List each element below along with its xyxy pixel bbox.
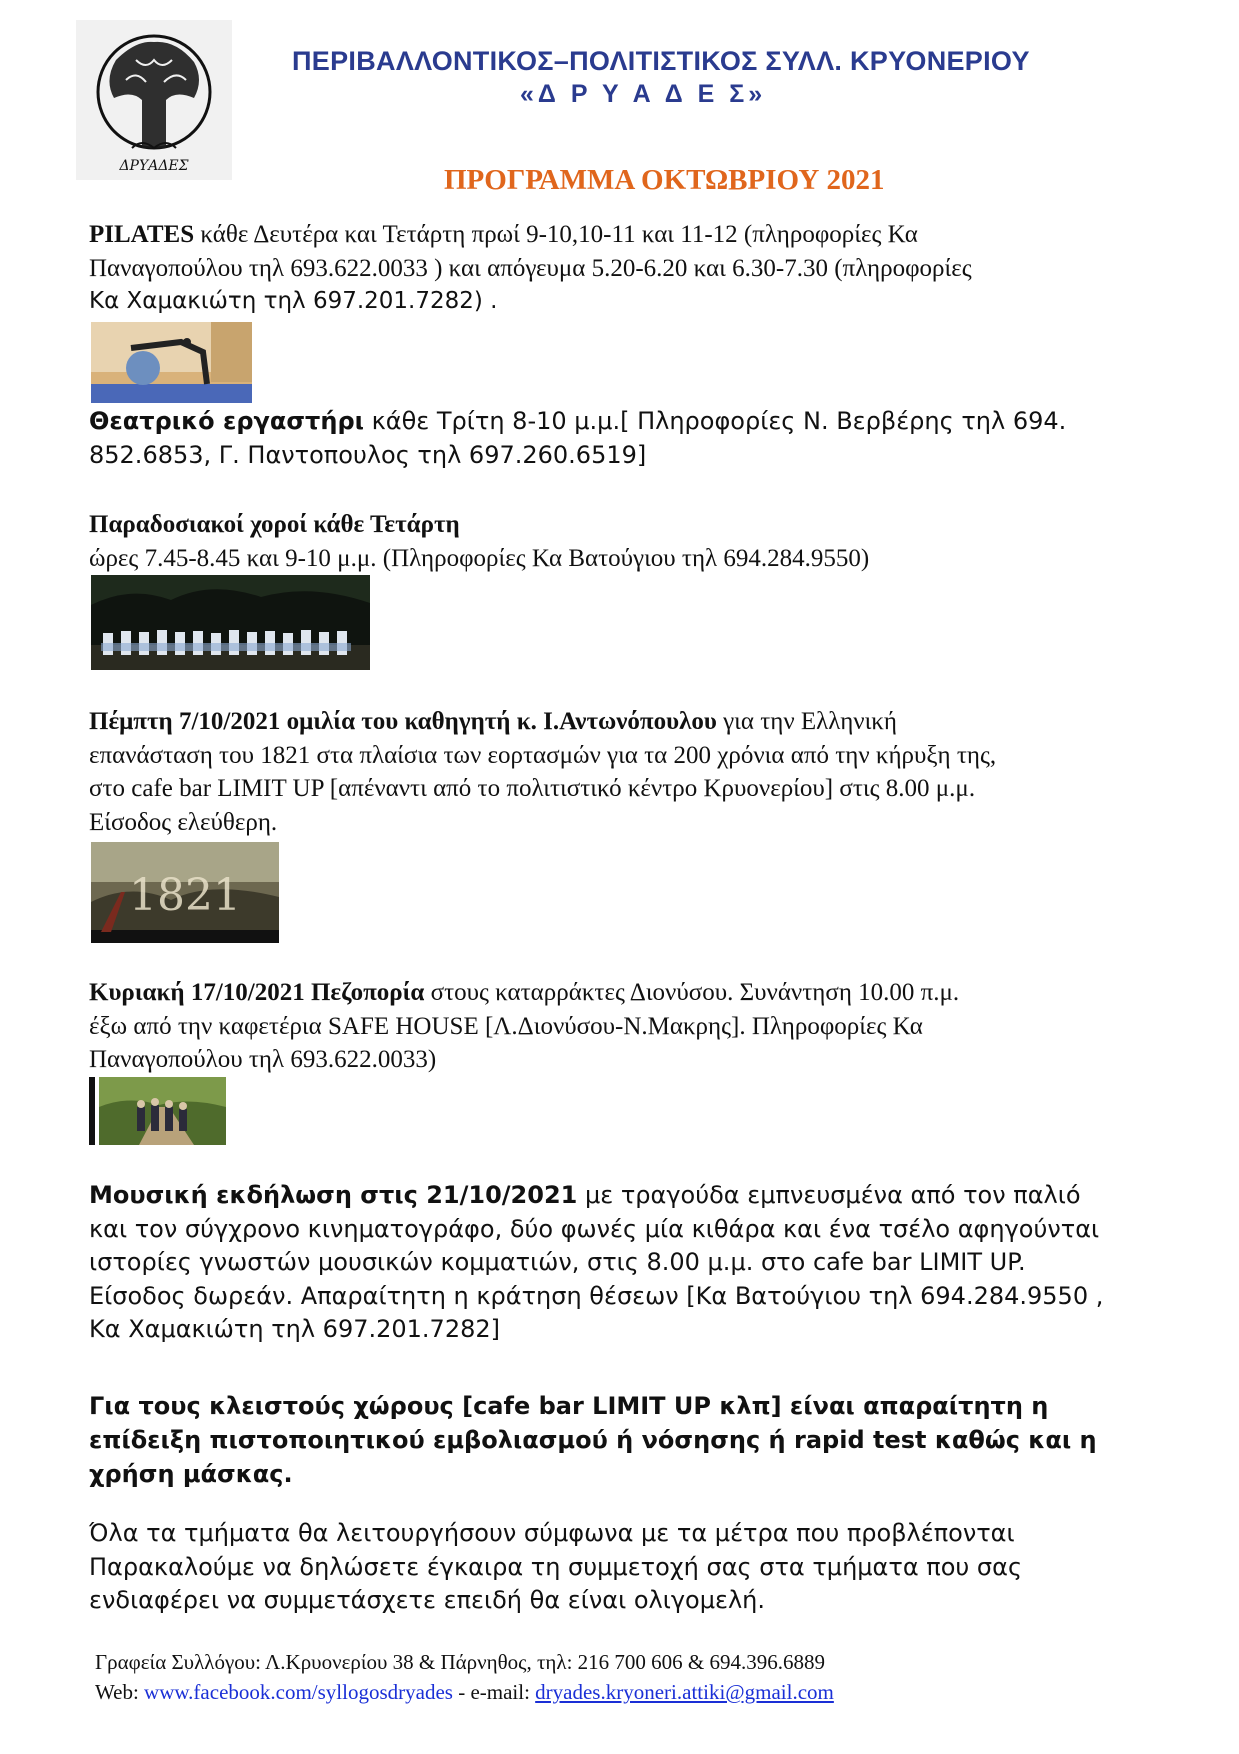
- closing-text-2: Παρακαλούμε να δηλώσετε έγκαιρα τη συμμετοχή σας στα τμήματα που σας: [89, 1552, 1023, 1581]
- pilates-text-3: Κα Χαμακιώτη τηλ 697.201.7282) .: [89, 288, 498, 314]
- page-title: ΠΡΟΓΡΑΜΜΑ ΟΚΤΩΒΡΙΟΥ 2021: [444, 164, 885, 196]
- hike-text-1: στους καταρράκτες Διονύσου. Συνάντηση 10.00 π.μ.: [424, 979, 960, 1006]
- hike-text-2: έξω από την καφετέρια SAFE HOUSE [Λ.Διονύσου-Ν.Μακρης]. Πληροφορίες Κα: [89, 1012, 923, 1040]
- pilates-text-1: κάθε Δευτέρα και Τετάρτη πρωί 9-10,10-11 και 11-12 (πληροφορίες Κα: [194, 221, 918, 248]
- pilates-section: [89, 218, 1149, 319]
- footer: [95, 1647, 1155, 1707]
- theatre-title: Θεατρικό εργαστήρι: [89, 407, 364, 435]
- theatre-text-2: 852.6853, Γ. Παντοπουλος τηλ 697.260.6519]: [89, 440, 647, 469]
- dances-section: [89, 508, 1149, 575]
- tree-logo-icon: [76, 20, 232, 180]
- pilates-text-2: Παναγοπούλου τηλ 693.622.0033 ) και απόγευμα 5.20-6.20 και 6.30-7.30 (πληροφορίες: [89, 254, 972, 282]
- hike-section: [89, 976, 1149, 1077]
- image-year-text: 1821: [129, 870, 241, 921]
- music-text-3: ιστορίες γνωστών μουσικών κομματιών, στις 8.00 μ.μ. στο cafe bar LIMIT UP.: [89, 1248, 1026, 1276]
- lecture-section: [89, 705, 1149, 839]
- hike-text-3: Παναγοπούλου τηλ 693.622.0033): [89, 1046, 437, 1073]
- dances-photo: [91, 575, 370, 670]
- lecture-text-3: στο cafe bar LIMIT UP [απέναντι από το πολιτιστικό κέντρο Κρυονερίου] στις 8.00 μ.μ.: [89, 775, 976, 802]
- pilates-photo: [91, 322, 252, 403]
- association-logo: [76, 20, 232, 180]
- revolution-1821-image: [91, 842, 279, 943]
- notice-text-2: επίδειξη πιστοποιητικού εμβολιασμού ή νόσησης ή rapid test καθώς και η: [89, 1426, 1097, 1454]
- closing-text-1: Όλα τα τμήματα θα λειτουργήσουν σύμφωνα με τα μέτρα που προβλέπονται: [89, 1519, 1015, 1547]
- closing-section: [89, 1517, 1149, 1618]
- theatre-text-1: κάθε Τρίτη 8-10 μ.μ.[ Πληροφορίες Ν. Βερβέρης τηλ 694.: [364, 407, 1067, 435]
- lecture-text-1: για την Ελληνική: [716, 708, 897, 735]
- logo-text: ΔΡΥΑΔΕΣ: [119, 158, 189, 174]
- music-text-1: με τραγούδα εμπνευσμένα από τον παλιό: [577, 1181, 1081, 1209]
- dances-text: ώρες 7.45-8.45 και 9-10 μ.μ. (Πληροφορίες Κα Βατούγιου τηλ 694.284.9550): [89, 544, 870, 572]
- association-name: ΠΕΡΙΒΑΛΛΟΝΤΙΚΟΣ–ΠΟΛΙΤΙΣΤΙΚΟΣ ΣΥΛΛ. ΚΡΥΟΝΕΡΙΟΥ: [292, 46, 1030, 76]
- notice-text-3: χρήση μάσκας.: [89, 1460, 293, 1488]
- lecture-title: Πέμπτη 7/10/2021 ομιλία του καθηγητή κ. Ι.Αντωνόπουλου: [89, 708, 717, 735]
- closing-text-3: ενδιαφέρει να συμμετάσχετε επειδή θα είναι ολιγομελή.: [89, 1586, 766, 1614]
- music-text-4: Είσοδος δωρεάν. Απαραίτητη η κράτηση θέσεων [Κα Βατούγιου τηλ 694.284.9550 ,: [89, 1281, 1104, 1310]
- theatre-section: [89, 405, 1149, 472]
- lecture-text-4: Είσοδος ελεύθερη.: [89, 808, 278, 836]
- dances-title: Παραδοσιακοί χοροί κάθε Τετάρτη: [89, 511, 460, 538]
- image-border: [89, 1077, 95, 1145]
- footer-address: Γραφεία Συλλόγου: Λ.Κρυονερίου 38 & Πάρνηθος, τηλ: 216 700 606 & 694.396.6889: [95, 1650, 826, 1674]
- footer-web-label: Web:: [95, 1680, 145, 1704]
- music-title: Μουσική εκδήλωση στις 21/10/2021: [89, 1181, 578, 1209]
- footer-email-label: - e-mail:: [452, 1680, 536, 1704]
- facebook-link[interactable]: www.facebook.com/syllogosdryades: [144, 1680, 453, 1704]
- music-text-2: και τον σύγχρονο κινηματογράφο, δύο φωνές μία κιθάρα και ένα τσέλο αφηγούνται: [89, 1214, 1100, 1243]
- pilates-title: PILATES: [89, 221, 195, 248]
- email-link[interactable]: dryades.kryoneri.attiki@gmail.com: [535, 1680, 834, 1704]
- music-text-5: Κα Χαμακιώτη τηλ 697.201.7282]: [89, 1315, 500, 1343]
- hike-title: Κυριακή 17/10/2021 Πεζοπορία: [89, 979, 425, 1006]
- music-section: [89, 1179, 1149, 1347]
- hiking-photo: [99, 1077, 226, 1145]
- notice-text-1: Για τους κλειστούς χώρους [cafe bar LIMIT UP κλπ] είναι απαραίτητη η: [89, 1392, 1049, 1420]
- association-short-name: «Δ Ρ Υ Α Δ Ε Σ»: [520, 80, 767, 108]
- lecture-text-2: επανάσταση του 1821 στα πλαίσια των εορτασμών για τα 200 χρόνια από την κήρυξη της,: [89, 741, 997, 769]
- covid-notice: [89, 1389, 1149, 1491]
